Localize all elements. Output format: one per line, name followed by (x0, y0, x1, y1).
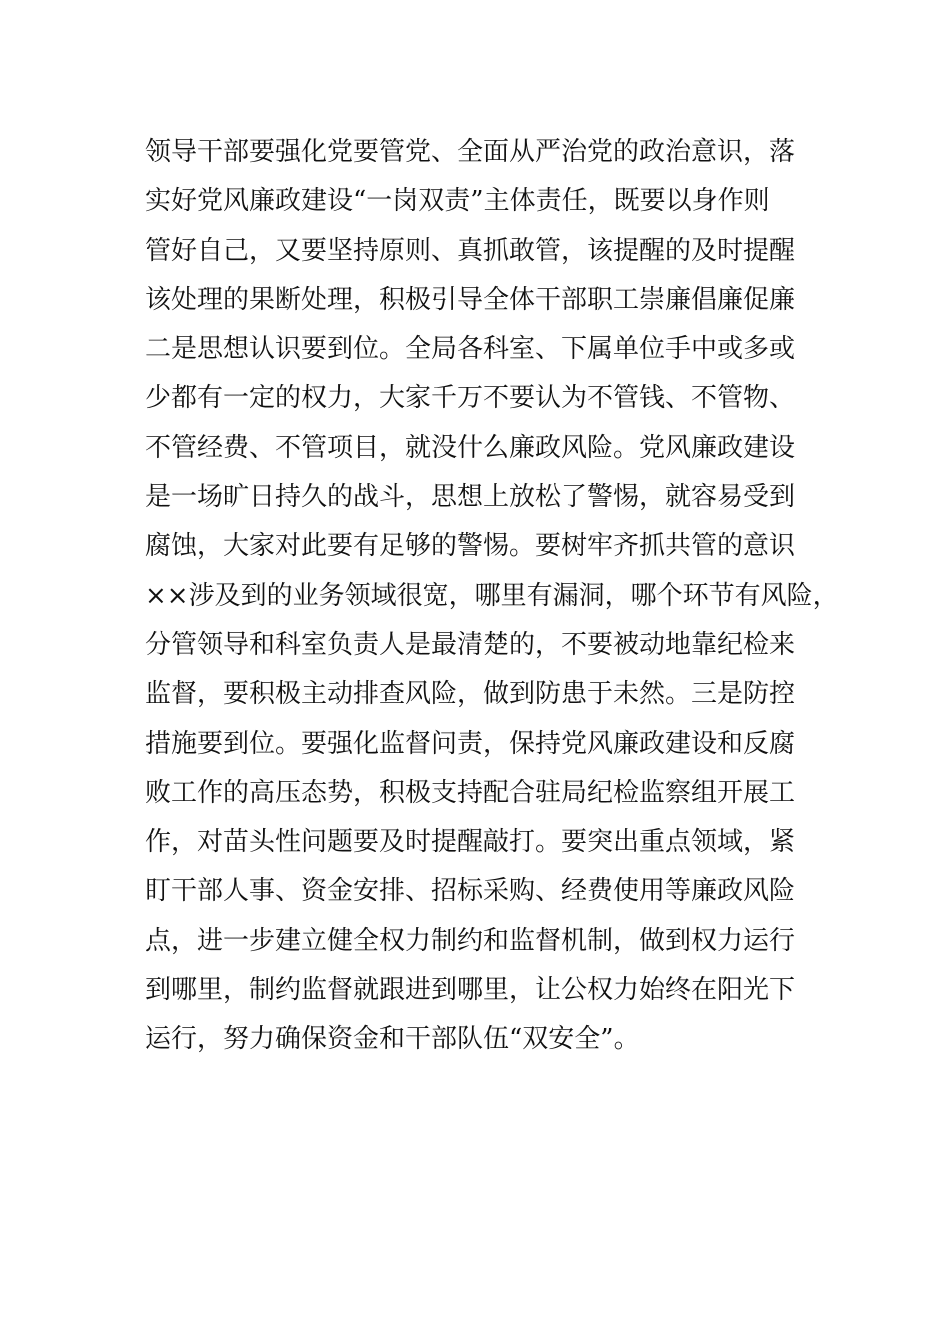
paragraph-line: 点，进一步建立健全权力制约和监督机制，做到权力运行 (145, 925, 796, 956)
body-paragraph (145, 128, 845, 1065)
paragraph-line: 到哪里，制约监督就跟进到哪里，让公权力始终在阳光下 (145, 975, 796, 1006)
paragraph-line: 是一场旷日持久的战斗，思想上放松了警惕，就容易受到 (145, 482, 796, 513)
paragraph-line: 实好党风廉政建设“一岗双责”主体责任，既要以身作则 (145, 186, 770, 217)
paragraph-line: 监督，要积极主动排查风险，做到防患于未然。三是防控 (145, 679, 796, 710)
paragraph-line: 少都有一定的权力，大家千万不要认为不管钱、不管物、 (145, 383, 796, 414)
paragraph-line: 该处理的果断处理，积极引导全体干部职工崇廉倡廉促廉 (145, 284, 796, 315)
paragraph-line: 盯干部人事、资金安排、招标采购、经费使用等廉政风险 (145, 876, 796, 907)
paragraph-line: 作，对苗头性问题要及时提醒敲打。要突出重点领域，紧 (145, 827, 796, 858)
paragraph-line: 措施要到位。要强化监督问责，保持党风廉政建设和反腐 (145, 728, 796, 759)
paragraph-line: 不管经费、不管项目，就没什么廉政风险。党风廉政建设 (145, 432, 796, 463)
paragraph-line: 败工作的高压态势，积极支持配合驻局纪检监察组开展工 (145, 777, 796, 808)
paragraph-line: 领导干部要强化党要管党、全面从严治党的政治意识，落 (145, 137, 796, 167)
paragraph-line: 腐蚀，大家对此要有足够的警惕。要树牢齐抓共管的意识 (145, 531, 796, 562)
paragraph-line: ××涉及到的业务领域很宽，哪里有漏洞，哪个环节有风险， (145, 580, 839, 611)
paragraph-line: 管好自己，又要坚持原则、真抓敢管，该提醒的及时提醒 (145, 235, 796, 266)
paragraph-line: 运行，努力确保资金和干部队伍“双安全”。 (145, 1024, 640, 1055)
paragraph-line: 分管领导和科室负责人是最清楚的，不要被动地靠纪检来 (145, 629, 796, 660)
paragraph-line: 二是思想认识要到位。全局各科室、下属单位手中或多或 (145, 334, 796, 365)
